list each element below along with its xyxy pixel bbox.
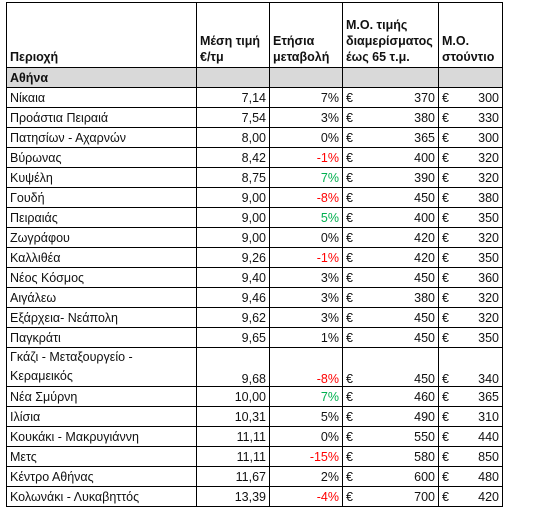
header-studio-price: Μ.Ο. στούντιο (439, 3, 503, 68)
annual-change-cell: 7% (270, 387, 343, 407)
section-row (7, 68, 503, 88)
studio-price-cell: 365 (463, 387, 503, 407)
apartment-currency-cell: € (343, 248, 367, 268)
studio-currency-cell: € (439, 108, 463, 128)
studio-currency-cell: € (439, 248, 463, 268)
price-per-sqm-cell: 11,11 (197, 447, 270, 467)
studio-price-cell: 300 (463, 88, 503, 108)
table-row (7, 487, 503, 507)
studio-price-cell: 320 (463, 148, 503, 168)
annual-change-cell: 0% (270, 228, 343, 248)
studio-currency-cell: € (439, 467, 463, 487)
table-row (7, 228, 503, 248)
studio-price-cell: 350 (463, 328, 503, 348)
annual-change-cell: -1% (270, 148, 343, 168)
studio-currency-cell: € (439, 308, 463, 328)
section-title: Αθήνα (7, 68, 197, 88)
apartment-currency-cell: € (343, 288, 367, 308)
annual-change-cell: 0% (270, 427, 343, 447)
studio-currency-cell: € (439, 88, 463, 108)
apartment-price-cell: 450 (367, 268, 439, 288)
apartment-currency-cell: € (343, 348, 367, 387)
annual-change-cell: 7% (270, 88, 343, 108)
area-cell: Κολωνάκι - Λυκαβηττός (7, 487, 197, 507)
studio-currency-cell: € (439, 407, 463, 427)
area-cell: Ιλίσια (7, 407, 197, 427)
annual-change-cell: -1% (270, 248, 343, 268)
header-row (7, 3, 503, 68)
apartment-price-cell: 600 (367, 467, 439, 487)
price-per-sqm-cell: 9,46 (197, 288, 270, 308)
studio-price-cell: 420 (463, 487, 503, 507)
apartment-currency-cell: € (343, 208, 367, 228)
price-per-sqm-cell: 8,00 (197, 128, 270, 148)
table-row (7, 288, 503, 308)
table-row (7, 387, 503, 407)
area-cell (7, 348, 197, 387)
annual-change-cell: -15% (270, 447, 343, 467)
annual-change-cell: 1% (270, 328, 343, 348)
table-row (7, 268, 503, 288)
apartment-price-cell: 370 (367, 88, 439, 108)
studio-price-cell: 350 (463, 208, 503, 228)
annual-change-cell: 3% (270, 308, 343, 328)
area-cell: Πατησίων - Αχαρνών (7, 128, 197, 148)
table-row (7, 447, 503, 467)
price-per-sqm-cell: 9,26 (197, 248, 270, 268)
studio-currency-cell: € (439, 427, 463, 447)
apartment-currency-cell: € (343, 128, 367, 148)
price-per-sqm-cell: 7,14 (197, 88, 270, 108)
apartment-currency-cell: € (343, 407, 367, 427)
price-per-sqm-cell: 9,40 (197, 268, 270, 288)
apartment-price-cell: 380 (367, 108, 439, 128)
table-row (7, 427, 503, 447)
apartment-price-cell: 550 (367, 427, 439, 447)
apartment-currency-cell: € (343, 88, 367, 108)
apartment-currency-cell: € (343, 268, 367, 288)
apartment-currency-cell: € (343, 387, 367, 407)
studio-price-cell: 380 (463, 188, 503, 208)
table-row (7, 467, 503, 487)
table-row (7, 128, 503, 148)
area-cell: Εξάρχεια- Νεάπολη (7, 308, 197, 328)
studio-price-cell: 850 (463, 447, 503, 467)
table-row (7, 108, 503, 128)
annual-change-cell: 5% (270, 407, 343, 427)
table-row (7, 308, 503, 328)
studio-currency-cell: € (439, 348, 463, 387)
price-per-sqm-cell: 13,39 (197, 487, 270, 507)
area-cell: Προάστια Πειραιά (7, 108, 197, 128)
header-change: Ετήσια μεταβολή (270, 3, 343, 68)
annual-change-cell: -4% (270, 487, 343, 507)
studio-price-cell: 480 (463, 467, 503, 487)
area-cell: Γουδή (7, 188, 197, 208)
studio-price-cell: 440 (463, 427, 503, 447)
area-cell: Νέος Κόσμος (7, 268, 197, 288)
apartment-price-cell: 365 (367, 128, 439, 148)
annual-change-cell: 5% (270, 208, 343, 228)
annual-change-cell: -8% (270, 188, 343, 208)
annual-change-cell: 3% (270, 268, 343, 288)
area-cell: Αιγάλεω (7, 288, 197, 308)
apartment-currency-cell: € (343, 447, 367, 467)
table-row (7, 168, 503, 188)
table-row (7, 208, 503, 228)
area-cell: Μετς (7, 447, 197, 467)
table-row (7, 407, 503, 427)
header-apartment-price: Μ.Ο. τιμής διαμερίσματος έως 65 τ.μ. (343, 3, 439, 68)
studio-price-cell: 330 (463, 108, 503, 128)
annual-change-cell: 3% (270, 288, 343, 308)
apartment-currency-cell: € (343, 487, 367, 507)
apartment-currency-cell: € (343, 168, 367, 188)
apartment-price-cell: 420 (367, 248, 439, 268)
studio-price-cell: 320 (463, 168, 503, 188)
table-row (7, 148, 503, 168)
studio-currency-cell: € (439, 447, 463, 467)
price-per-sqm-cell: 9,00 (197, 188, 270, 208)
area-line-2: Κεραμεικός (10, 369, 73, 383)
apartment-price-cell: 380 (367, 288, 439, 308)
annual-change-cell: 3% (270, 108, 343, 128)
studio-currency-cell: € (439, 128, 463, 148)
apartment-price-cell: 450 (367, 348, 439, 387)
studio-currency-cell: € (439, 328, 463, 348)
studio-currency-cell: € (439, 487, 463, 507)
area-cell: Νίκαια (7, 88, 197, 108)
price-per-sqm-cell: 9,65 (197, 328, 270, 348)
studio-price-cell: 320 (463, 308, 503, 328)
studio-currency-cell: € (439, 188, 463, 208)
studio-price-cell: 350 (463, 248, 503, 268)
apartment-price-cell: 400 (367, 208, 439, 228)
annual-change-cell: 0% (270, 128, 343, 148)
annual-change-cell: 2% (270, 467, 343, 487)
price-per-sqm-cell: 7,54 (197, 108, 270, 128)
apartment-price-cell: 400 (367, 148, 439, 168)
table-row (7, 328, 503, 348)
apartment-price-cell: 490 (367, 407, 439, 427)
apartment-price-cell: 450 (367, 328, 439, 348)
area-cell: Παγκράτι (7, 328, 197, 348)
price-per-sqm-cell: 11,11 (197, 427, 270, 447)
area-cell: Κυψέλη (7, 168, 197, 188)
studio-price-cell: 360 (463, 268, 503, 288)
studio-price-cell: 340 (463, 348, 503, 387)
studio-currency-cell: € (439, 168, 463, 188)
price-per-sqm-cell: 8,42 (197, 148, 270, 168)
price-per-sqm-cell: 10,31 (197, 407, 270, 427)
apartment-currency-cell: € (343, 148, 367, 168)
area-cell: Βύρωνας (7, 148, 197, 168)
studio-price-cell: 310 (463, 407, 503, 427)
price-per-sqm-cell: 8,75 (197, 168, 270, 188)
apartment-price-cell: 580 (367, 447, 439, 467)
apartment-currency-cell: € (343, 427, 367, 447)
studio-price-cell: 320 (463, 228, 503, 248)
apartment-price-cell: 420 (367, 228, 439, 248)
header-region: Περιοχή (7, 3, 197, 68)
apartment-currency-cell: € (343, 308, 367, 328)
price-per-sqm-cell: 9,68 (197, 348, 270, 387)
studio-price-cell: 300 (463, 128, 503, 148)
area-cell: Νέα Σμύρνη (7, 387, 197, 407)
studio-currency-cell: € (439, 387, 463, 407)
studio-currency-cell: € (439, 268, 463, 288)
studio-currency-cell: € (439, 288, 463, 308)
apartment-price-cell: 390 (367, 168, 439, 188)
apartment-price-cell: 450 (367, 188, 439, 208)
studio-currency-cell: € (439, 148, 463, 168)
rent-price-table (6, 2, 503, 507)
studio-currency-cell: € (439, 208, 463, 228)
apartment-price-cell: 700 (367, 487, 439, 507)
apartment-currency-cell: € (343, 467, 367, 487)
price-per-sqm-cell: 10,00 (197, 387, 270, 407)
header-price: Μέση τιμή €/τμ (197, 3, 270, 68)
table-row (7, 88, 503, 108)
apartment-price-cell: 460 (367, 387, 439, 407)
price-per-sqm-cell: 9,62 (197, 308, 270, 328)
area-cell: Κέντρο Αθήνας (7, 467, 197, 487)
area-cell: Ζωγράφου (7, 228, 197, 248)
apartment-currency-cell: € (343, 228, 367, 248)
annual-change-cell: 7% (270, 168, 343, 188)
area-line-1: Γκάζι - Μεταξουργείο - (10, 350, 133, 364)
area-cell: Κουκάκι - Μακρυγιάννη (7, 427, 197, 447)
table-row (7, 248, 503, 268)
price-per-sqm-cell: 9,00 (197, 228, 270, 248)
table-row (7, 188, 503, 208)
annual-change-cell: -8% (270, 348, 343, 387)
apartment-currency-cell: € (343, 108, 367, 128)
table-row (7, 348, 503, 387)
price-per-sqm-cell: 11,67 (197, 467, 270, 487)
apartment-price-cell: 450 (367, 308, 439, 328)
studio-currency-cell: € (439, 228, 463, 248)
studio-price-cell: 320 (463, 288, 503, 308)
area-cell: Πειραιάς (7, 208, 197, 228)
apartment-currency-cell: € (343, 328, 367, 348)
area-cell: Καλλιθέα (7, 248, 197, 268)
price-per-sqm-cell: 9,00 (197, 208, 270, 228)
apartment-currency-cell: € (343, 188, 367, 208)
